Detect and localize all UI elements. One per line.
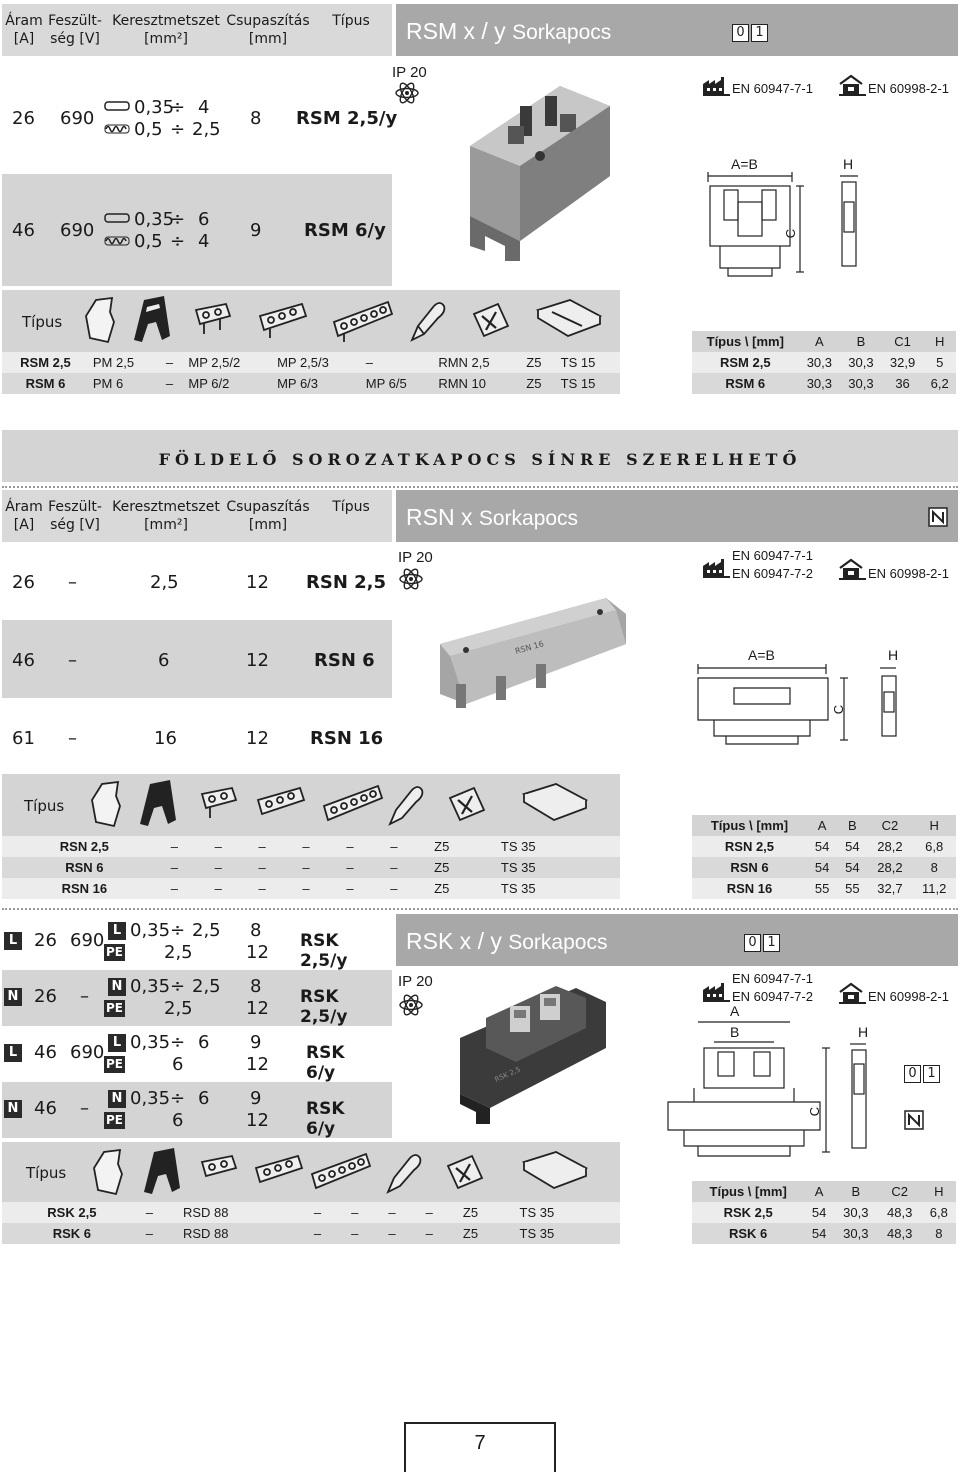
rsk-cs1b: 6 <box>198 1088 210 1109</box>
rsm-title: RSM x / y <box>406 18 506 44</box>
rsn-row2-volt: – <box>68 650 77 671</box>
rsm-row1-cs1: 0,35 <box>134 97 175 118</box>
n-mark-icon <box>928 507 948 527</box>
rsn-row2-cs: 6 <box>158 650 170 671</box>
pin-icon <box>388 1155 420 1192</box>
rsk-product-image <box>456 978 616 1128</box>
rsm-subtitle: Sorkapocs <box>512 21 612 44</box>
factory-icon <box>702 76 730 96</box>
rsk-subtitle: Sorkapocs <box>508 931 608 954</box>
line-tag: L <box>4 1044 22 1062</box>
rsk-extra-codes: 0 1 <box>902 1062 940 1083</box>
section-title: FÖLDELŐ SOROZATKAPOCS SÍNRE SZERELHETŐ <box>158 450 802 469</box>
house-icon <box>838 558 866 580</box>
rsk-cs2: 2,5 <box>164 942 193 963</box>
table-row: RSK 6 – RSD 88 – – – – Z5 TS 35 <box>2 1223 620 1244</box>
div-sign: ÷ <box>170 231 186 252</box>
table-row: RSN 6 54 54 28,2 8 <box>692 857 956 878</box>
rsk-strip1: 8 <box>250 920 262 941</box>
rsn-product-image <box>436 594 636 724</box>
rsk-title-bar <box>396 914 958 966</box>
bridge-5-icon <box>324 786 382 820</box>
rsk-std1b: EN 60947-7-2 <box>732 989 813 1004</box>
rsn-row1-type: RSN 2,5 <box>306 572 387 593</box>
table-row: RSK 6 54 30,3 48,3 8 <box>692 1223 956 1244</box>
col-amp: Áram [A] <box>5 499 43 533</box>
rsk-strip2: 12 <box>246 1110 269 1131</box>
rsm-row2-cs1: 0,35 <box>134 209 175 230</box>
rsk-amp: 26 <box>34 986 57 1007</box>
bridge-2-icon <box>202 1156 236 1176</box>
rsk-dim-b: B <box>730 1024 740 1040</box>
rsn-subtitle: Sorkapocs <box>478 507 579 530</box>
rsk-type: RSK 2,5/y <box>300 987 348 1027</box>
col-type: Típus <box>332 13 370 29</box>
table-row: RSN 2,5 54 54 28,2 6,8 <box>692 836 956 857</box>
rsk-volt: – <box>80 1098 89 1119</box>
col-volt: Feszült-ség [V] <box>48 499 102 533</box>
rsm-product-image <box>450 66 620 266</box>
rsk-cs1b: 6 <box>198 1032 210 1053</box>
bridge-3-icon <box>256 1156 302 1182</box>
bridge-3-icon <box>260 304 306 338</box>
col-type: Típus <box>332 499 370 515</box>
rsm-row2-cs2b: 4 <box>198 231 210 252</box>
rsk-dim-table <box>692 1181 956 1244</box>
rsm-acc-label: Típus <box>22 313 63 331</box>
wire-solid-icon <box>104 101 130 111</box>
rsn-std1b: EN 60947-7-2 <box>732 566 813 581</box>
rsm-dim-c: C <box>783 228 799 239</box>
rsm-row2-cs2: 0,5 <box>134 231 163 252</box>
table-row: Típus \ [mm] A B C2 H <box>692 1181 956 1202</box>
rsn-row2-type: RSN 6 <box>314 650 375 671</box>
rsk-strip2: 12 <box>246 942 269 963</box>
pe-tag: PE <box>106 1057 123 1071</box>
pe-tag: PE <box>106 1001 123 1015</box>
atom-icon <box>398 566 424 592</box>
col-cross: Keresztmetszet [mm²] <box>112 499 220 533</box>
rsm-row2-strip: 9 <box>250 220 262 241</box>
rsk-strip2: 12 <box>246 998 269 1019</box>
bridge-2-icon <box>202 788 236 818</box>
rsm-std1: EN 60947-7-1 <box>732 81 813 96</box>
rsk-type: RSK 2,5/y <box>300 931 348 971</box>
table-row: RSM 2,5 30,3 30,3 32,9 5 <box>692 352 956 373</box>
rsk-dimension-drawing <box>664 1020 894 1170</box>
rsm-dim-table <box>692 331 956 394</box>
rsk-volt: 690 <box>70 1042 105 1063</box>
rsm-title-bar <box>396 4 958 56</box>
rsn-acc-label: Típus <box>24 797 65 815</box>
atom-icon <box>398 992 424 1018</box>
rsn-title-bar <box>396 490 958 542</box>
pin-icon <box>390 787 422 824</box>
line-tag: L <box>4 932 22 950</box>
rsk-acc-table <box>2 1202 620 1244</box>
col-strip: Csupaszítás [mm] <box>226 499 310 533</box>
n-mark-icon <box>904 1110 924 1130</box>
conductor-tag: N <box>108 978 126 996</box>
wire-strand-icon <box>104 124 130 134</box>
bridge-5-icon <box>334 302 392 342</box>
divider <box>2 486 958 488</box>
col-volt: Feszült-ség [V] <box>48 13 102 47</box>
rsn-row2-strip: 12 <box>246 650 269 671</box>
table-row: RSN 16 – – – – – – Z5 TS 35 <box>2 878 620 899</box>
rsm-row1-strip: 8 <box>250 108 262 129</box>
rsk-dim-h: H <box>858 1024 869 1040</box>
rsk-cs1: 0,35 <box>130 1088 171 1109</box>
rsk-cs1: 0,35 <box>130 976 171 997</box>
rsn-std1: EN 60947-7-1 <box>732 548 813 563</box>
div-sign: ÷ <box>170 119 186 140</box>
rsn-acc-icons <box>88 780 618 830</box>
page-number: 7 <box>474 1432 486 1454</box>
rsm-row1-cs2b: 2,5 <box>192 119 221 140</box>
rsk-amp: 46 <box>34 1042 57 1063</box>
factory-icon <box>702 982 730 1002</box>
end-plate-icon <box>92 782 120 826</box>
rsk-strip1: 8 <box>250 976 262 997</box>
rsk-strip1: 9 <box>250 1032 262 1053</box>
bridge-3-icon <box>258 788 304 814</box>
table-row: RSN 6 – – – – – – Z5 TS 35 <box>2 857 620 878</box>
rsk-cs2: 6 <box>172 1110 184 1131</box>
line-tag: N <box>4 988 22 1006</box>
rsn-row1-cs: 2,5 <box>150 572 179 593</box>
rsm-std2: EN 60998-2-1 <box>868 81 949 96</box>
rsn-row3-strip: 12 <box>246 728 269 749</box>
rsk-codes: 0 1 <box>742 931 780 952</box>
rail-icon <box>524 1152 586 1188</box>
div-sign: ÷ <box>170 97 186 118</box>
rsk-acc-label: Típus <box>26 1164 67 1182</box>
rsm-row2-amp: 46 <box>12 220 35 241</box>
table-row: Típus \ [mm] A B C2 H <box>692 815 956 836</box>
table-row: RSK 2,5 – RSD 88 – – – – Z5 TS 35 <box>2 1202 620 1223</box>
table-row: RSN 2,5 – – – – – – Z5 TS 35 <box>2 836 620 857</box>
factory-icon <box>702 558 730 578</box>
rsk-cs2: 6 <box>172 1054 184 1075</box>
rsn-row3-amp: 61 <box>12 728 35 749</box>
house-icon <box>838 982 866 1004</box>
rsk-strip2: 12 <box>246 1054 269 1075</box>
rsk-cs1b: 2,5 <box>192 976 221 997</box>
rsm-dimension-drawing <box>700 172 870 282</box>
rsm-dim-h: H <box>843 156 854 172</box>
divider <box>2 908 958 910</box>
house-icon <box>838 74 866 96</box>
rsm-row2-volt: 690 <box>60 220 95 241</box>
marker-icon <box>140 780 176 826</box>
rsn-row3-cs: 16 <box>154 728 177 749</box>
rail-icon <box>524 784 586 820</box>
rsk-std2: EN 60998-2-1 <box>868 989 949 1004</box>
col-strip: Csupaszítás [mm] <box>226 13 310 47</box>
rsm-row1-cs1b: 4 <box>198 97 210 118</box>
rsk-dim-a: A <box>730 1003 740 1019</box>
rsk-dim-c: C <box>807 1106 823 1117</box>
col-cross: Keresztmetszet [mm²] <box>112 13 220 47</box>
atom-icon <box>394 80 420 106</box>
rsn-dim-h: H <box>888 647 899 663</box>
rail-icon <box>538 300 600 336</box>
pe-tag: PE <box>106 1113 123 1127</box>
table-row: RSM 6 PM 6 – MP 6/2 MP 6/3 MP 6/5 RMN 10 Z5 TS 15 <box>2 373 620 394</box>
conductor-tag: L <box>108 922 126 940</box>
rsk-cs1: 0,35 <box>130 920 171 941</box>
conductor-tag: L <box>108 1034 126 1052</box>
bridge-5-icon <box>312 1154 370 1188</box>
rsn-ip-rating: IP 20 <box>398 549 433 566</box>
div-sign: ÷ <box>170 1032 186 1053</box>
table-row: RSK 2,5 54 30,3 48,3 6,8 <box>692 1202 956 1223</box>
rsn-dim-c: C <box>831 704 847 715</box>
rsm-ip-rating: IP 20 <box>392 64 427 81</box>
rsm-codes: 0 1 <box>730 21 768 42</box>
rsk-title: RSK x / y <box>406 928 502 954</box>
rsk-amp: 46 <box>34 1098 57 1119</box>
table-row: RSM 6 30,3 30,3 36 6,2 <box>692 373 956 394</box>
rsn-acc-table <box>2 836 620 899</box>
rsk-cs1b: 2,5 <box>192 920 221 941</box>
wire-solid-icon <box>104 213 130 223</box>
rsn-dim-table <box>692 815 956 899</box>
marker-icon <box>144 1148 180 1194</box>
div-sign: ÷ <box>170 209 186 230</box>
label-icon <box>474 304 508 336</box>
bridge-2-icon <box>196 304 230 334</box>
pin-icon <box>412 303 444 340</box>
wire-strand-icon <box>104 236 130 246</box>
rsk-acc-icons <box>90 1148 620 1198</box>
rsn-row1-strip: 12 <box>246 572 269 593</box>
rsk-type: RSK 6/y <box>306 1043 345 1083</box>
label-icon <box>450 788 484 820</box>
rsn-row2-amp: 46 <box>12 650 35 671</box>
table-row: RSN 16 55 55 32,7 11,2 <box>692 878 956 899</box>
svg-text:RSN 16: RSN 16 <box>514 639 545 656</box>
rsm-row2-type: RSM 6/y <box>304 220 386 241</box>
rsn-dimension-drawing <box>694 664 914 754</box>
rsn-row1-volt: – <box>68 572 77 593</box>
rsk-volt: 690 <box>70 930 105 951</box>
rsm-dim-ab: A=B <box>731 156 758 172</box>
line-tag: N <box>4 1100 22 1118</box>
rsn-row3-type: RSN 16 <box>310 728 384 749</box>
rsn-row3-volt: – <box>68 728 77 749</box>
marker-icon <box>134 296 170 342</box>
rsn-title: RSN x <box>406 504 473 530</box>
rsk-cs1: 0,35 <box>130 1032 171 1053</box>
col-amp: Áram [A] <box>5 13 43 47</box>
rsm-row1-amp: 26 <box>12 108 35 129</box>
rsm-row1-cs2: 0,5 <box>134 119 163 140</box>
svg-text:RSK 2,5: RSK 2,5 <box>493 1065 522 1084</box>
div-sign: ÷ <box>170 976 186 997</box>
rsn-std2: EN 60998-2-1 <box>868 566 949 581</box>
rsk-cs2: 2,5 <box>164 998 193 1019</box>
end-plate-icon <box>94 1150 122 1194</box>
rsm-row2-cs1b: 6 <box>198 209 210 230</box>
div-sign: ÷ <box>170 1088 186 1109</box>
pe-tag: PE <box>106 945 123 959</box>
rsk-strip1: 9 <box>250 1088 262 1109</box>
rsm-acc-icons <box>82 296 612 346</box>
rsm-row1-volt: 690 <box>60 108 95 129</box>
conductor-tag: N <box>108 1090 126 1108</box>
table-row: RSM 2,5 PM 2,5 – MP 2,5/2 MP 2,5/3 – RMN 2,5 Z5 TS 15 <box>2 352 620 373</box>
rsn-row1-amp: 26 <box>12 572 35 593</box>
rsk-volt: – <box>80 986 89 1007</box>
label-icon <box>448 1156 482 1188</box>
rsn-dim-ab: A=B <box>748 647 775 663</box>
table-row: Típus \ [mm] A B C1 H <box>692 331 956 352</box>
rsk-ip-rating: IP 20 <box>398 973 433 990</box>
rsk-amp: 26 <box>34 930 57 951</box>
rsk-type: RSK 6/y <box>306 1099 345 1139</box>
rsk-std1: EN 60947-7-1 <box>732 971 813 986</box>
div-sign: ÷ <box>170 920 186 941</box>
end-plate-icon <box>86 298 114 342</box>
rsm-row1-type: RSM 2,5/y <box>296 108 398 129</box>
rsm-acc-table <box>2 352 620 394</box>
